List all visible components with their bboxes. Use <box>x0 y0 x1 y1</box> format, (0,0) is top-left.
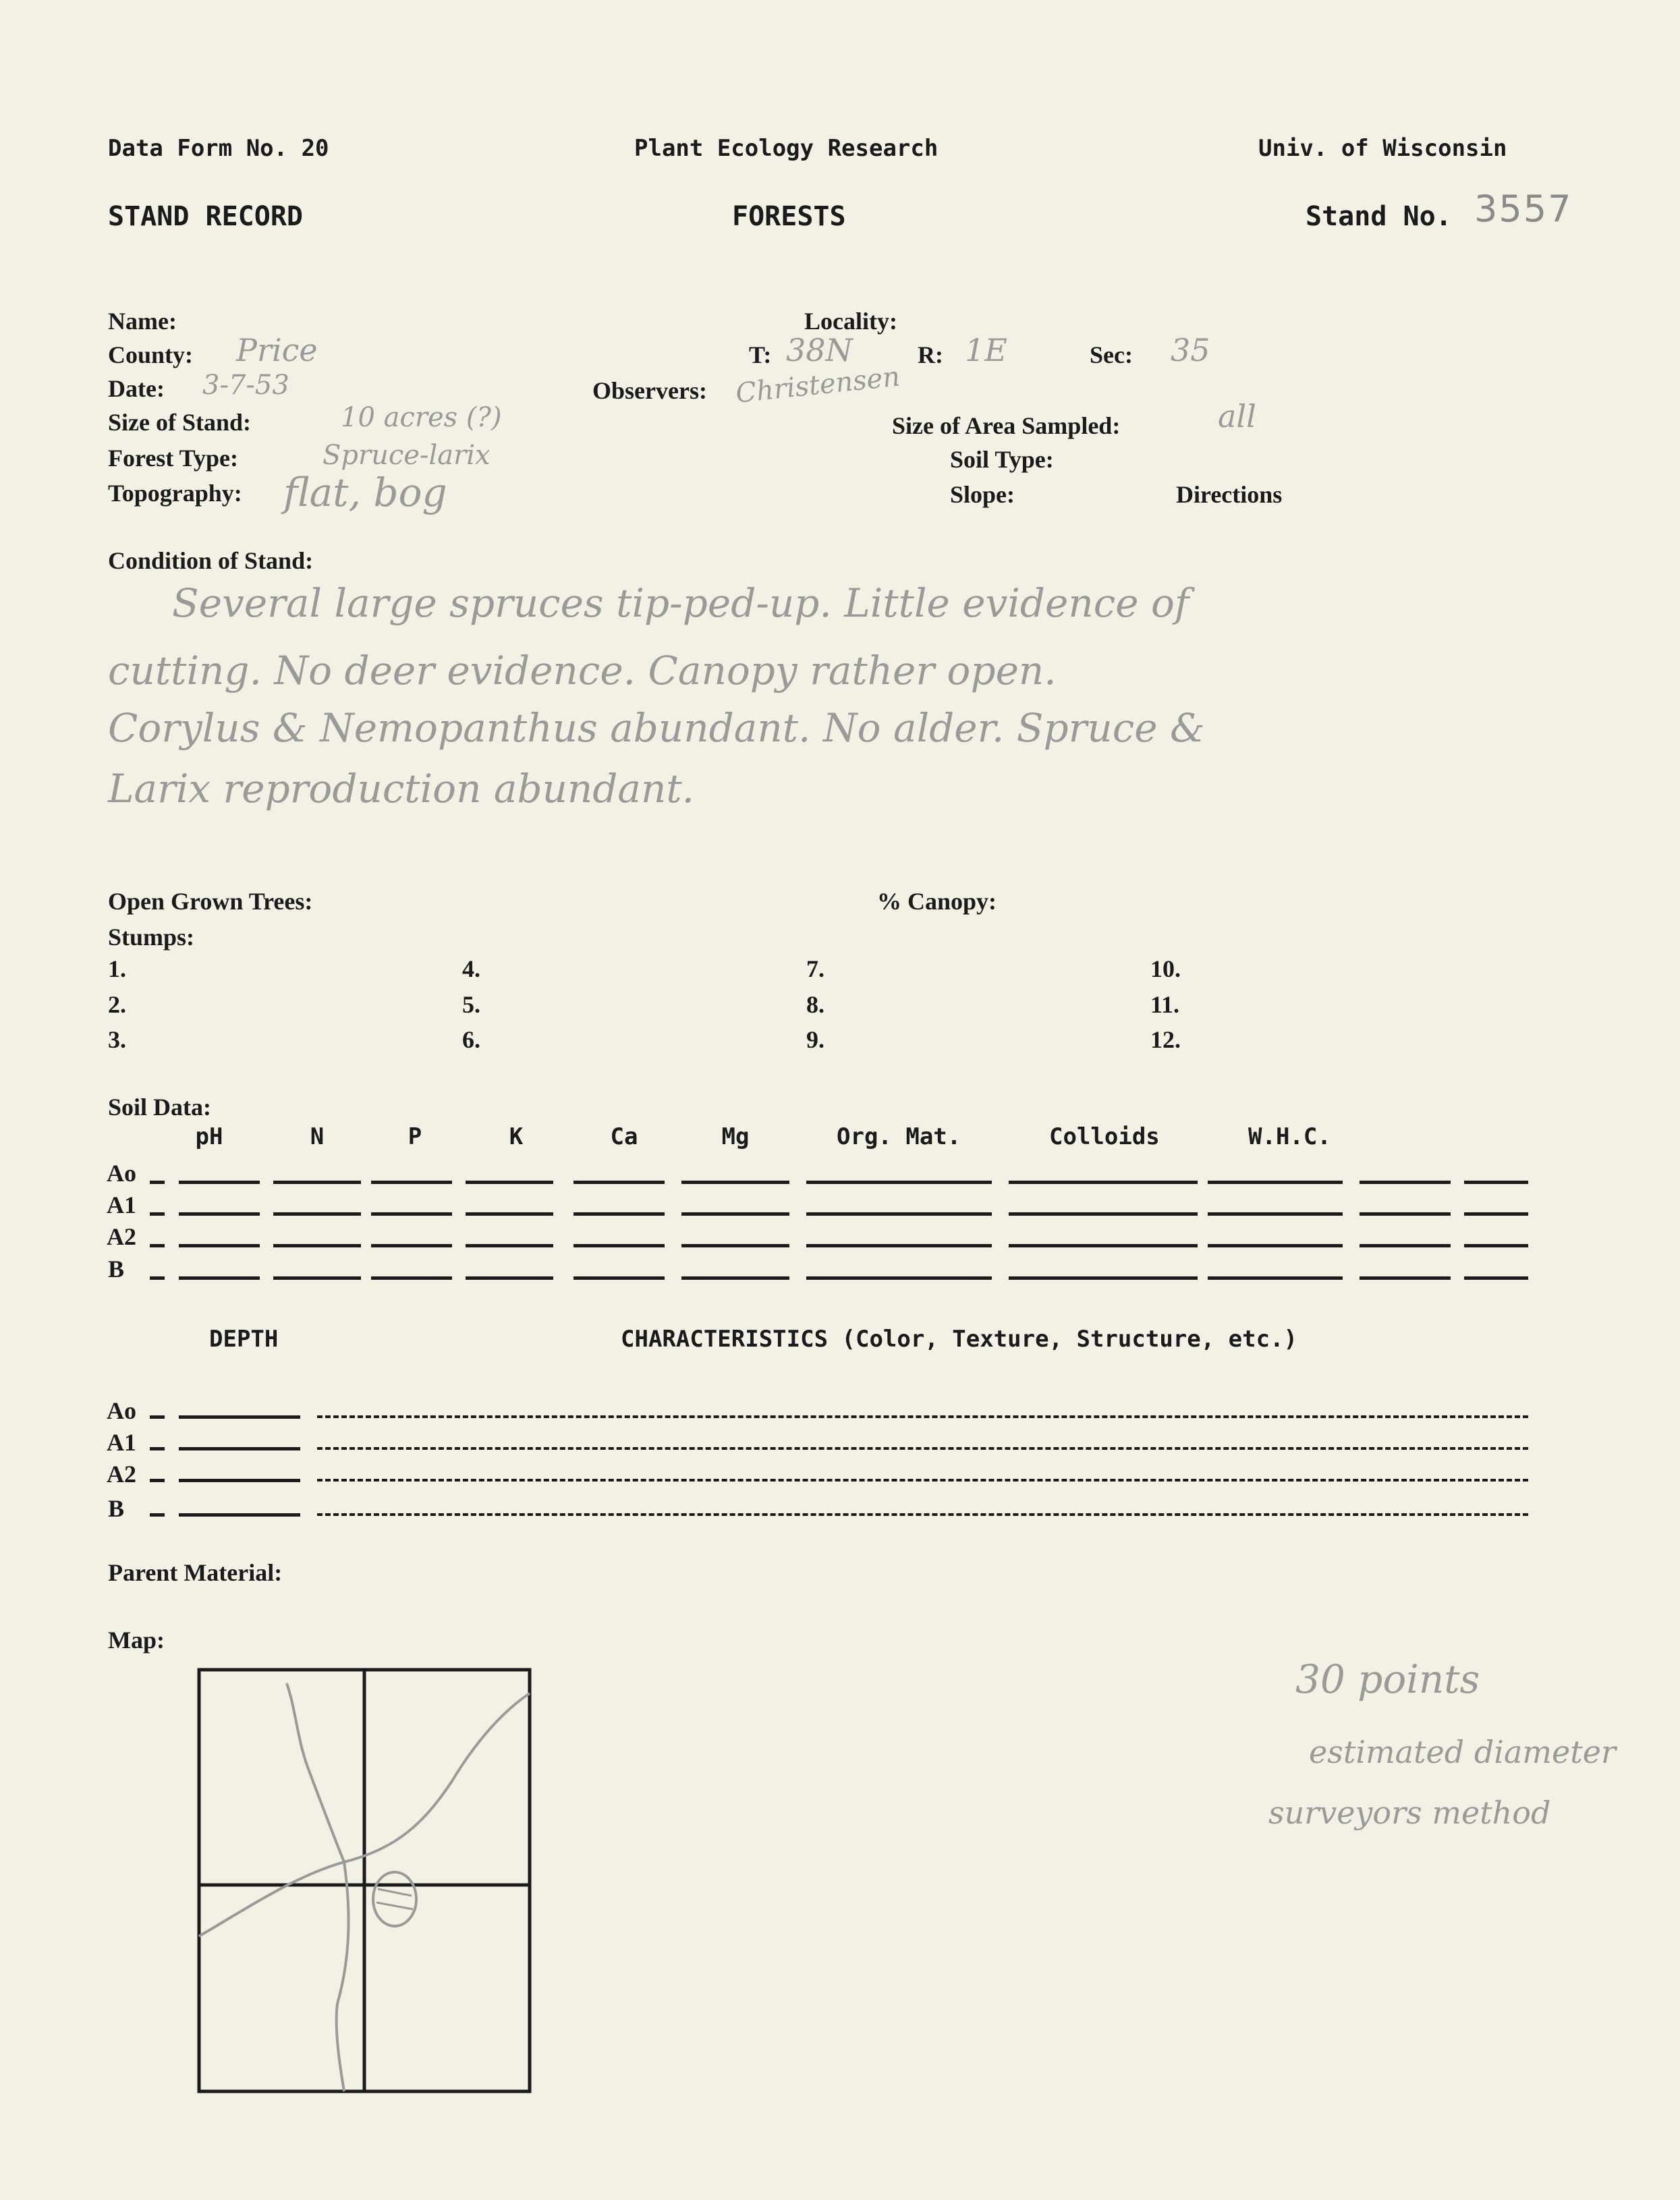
stump-number: 4. <box>462 955 480 982</box>
soil-value-blank <box>806 1181 992 1184</box>
soil-value-blank <box>179 1212 260 1216</box>
date-value: 3-7-53 <box>202 370 289 401</box>
stump-number: 9. <box>806 1026 824 1053</box>
soil-value-blank <box>1009 1181 1198 1184</box>
condition-label: Condition of Stand: <box>108 547 314 574</box>
soil-value-blank <box>573 1244 665 1247</box>
soil-row-lead-dash <box>150 1244 165 1247</box>
township-label: T: <box>749 341 772 368</box>
stump-number: 11. <box>1150 991 1180 1018</box>
soil-value-blank <box>681 1181 789 1184</box>
soil-col-k: K <box>509 1123 524 1150</box>
soil-value-blank <box>1464 1181 1528 1184</box>
depth-row-a1: A1 <box>107 1429 136 1456</box>
soil-value-blank <box>1009 1276 1198 1280</box>
open-grown-trees-label: Open Grown Trees: <box>108 888 313 915</box>
soil-value-blank <box>371 1276 452 1280</box>
stump-number: 5. <box>462 991 480 1018</box>
soil-row-ao: Ao <box>107 1160 136 1187</box>
map-bog-hatching <box>376 1889 413 1909</box>
characteristics-value-blank <box>317 1415 1528 1418</box>
section-value: 35 <box>1171 332 1210 368</box>
size-of-stand-label: Size of Stand: <box>108 409 252 436</box>
soil-data-label: Soil Data: <box>108 1094 211 1121</box>
soil-row-lead-dash <box>150 1276 165 1280</box>
forest-type-value: Spruce-larix <box>323 440 491 471</box>
map-label: Map: <box>108 1627 165 1654</box>
condition-line-1: Several large spruces tip-ped-up. Little evidence of <box>172 580 1189 626</box>
slope-label: Slope: <box>950 481 1015 508</box>
depth-value-blank <box>179 1479 300 1482</box>
map-bog-circle <box>373 1872 416 1926</box>
depth-value-blank <box>179 1513 300 1517</box>
soil-value-blank <box>1360 1212 1451 1216</box>
soil-value-blank <box>681 1212 789 1216</box>
condition-line-3: Corylus & Nemopanthus abundant. No alder. Spruce & <box>108 705 1205 751</box>
characteristics-value-blank <box>317 1479 1528 1482</box>
parent-material-label: Parent Material: <box>108 1559 283 1586</box>
soil-value-blank <box>466 1276 553 1280</box>
county-value: Price <box>236 332 318 368</box>
soil-value-blank <box>573 1181 665 1184</box>
soil-value-blank <box>1464 1244 1528 1247</box>
soil-value-blank <box>806 1276 992 1280</box>
soil-value-blank <box>1464 1212 1528 1216</box>
soil-value-blank <box>1208 1212 1343 1216</box>
depth-row-a2: A2 <box>107 1461 136 1488</box>
soil-value-blank <box>466 1212 553 1216</box>
soil-value-blank <box>371 1212 452 1216</box>
depth-row-lead-dash <box>150 1447 165 1450</box>
soil-value-blank <box>1464 1276 1528 1280</box>
soil-value-blank <box>466 1244 553 1247</box>
university: Univ. of Wisconsin <box>1258 135 1507 162</box>
map-road-line <box>287 1683 349 2091</box>
soil-value-blank <box>1009 1212 1198 1216</box>
soil-col-org-mat: Org. Mat. <box>837 1123 961 1150</box>
depth-value-blank <box>179 1415 300 1419</box>
stump-number: 1. <box>108 955 126 982</box>
soil-value-blank <box>179 1244 260 1247</box>
soil-value-blank <box>273 1212 361 1216</box>
soil-value-blank <box>1208 1244 1343 1247</box>
depth-label: DEPTH <box>209 1326 279 1353</box>
soil-value-blank <box>573 1212 665 1216</box>
soil-value-blank <box>273 1244 361 1247</box>
soil-value-blank <box>573 1276 665 1280</box>
depth-row-ao: Ao <box>107 1397 136 1424</box>
soil-row-a2: A2 <box>107 1223 136 1250</box>
characteristics-value-blank <box>317 1447 1528 1450</box>
soil-value-blank <box>806 1212 992 1216</box>
section-label: Sec: <box>1090 341 1133 368</box>
characteristics-value-blank <box>317 1513 1528 1516</box>
characteristics-label: CHARACTERISTICS (Color, Texture, Structure, etc.) <box>621 1326 1298 1353</box>
date-label: Date: <box>108 375 165 402</box>
topography-label: Topography: <box>108 480 242 507</box>
soil-value-blank <box>371 1244 452 1247</box>
name-label: Name: <box>108 308 177 335</box>
soil-type-label: Soil Type: <box>950 446 1054 473</box>
stumps-label: Stumps: <box>108 924 195 951</box>
soil-col-ca: Ca <box>610 1123 638 1150</box>
stump-number: 2. <box>108 991 126 1018</box>
soil-col-p: P <box>408 1123 422 1150</box>
soil-col-whc: W.H.C. <box>1248 1123 1331 1150</box>
stump-number: 7. <box>806 955 824 982</box>
soil-col-n: N <box>310 1123 325 1150</box>
soil-row-lead-dash <box>150 1181 165 1184</box>
category-title: FORESTS <box>732 201 846 232</box>
county-label: County: <box>108 341 194 368</box>
depth-row-lead-dash <box>150 1513 165 1517</box>
soil-col-colloids: Colloids <box>1049 1123 1160 1150</box>
soil-value-blank <box>1360 1244 1451 1247</box>
depth-value-blank <box>179 1447 300 1450</box>
soil-value-blank <box>681 1244 789 1247</box>
stump-number: 3. <box>108 1026 126 1053</box>
directions-label: Directions <box>1176 481 1283 508</box>
soil-value-blank <box>1360 1181 1451 1184</box>
stand-number-value: 3557 <box>1474 188 1573 230</box>
depth-row-lead-dash <box>150 1479 165 1482</box>
soil-value-blank <box>466 1181 553 1184</box>
soil-value-blank <box>371 1181 452 1184</box>
stand-map-sketch <box>196 1666 540 2105</box>
soil-value-blank <box>179 1276 260 1280</box>
topography-value: flat, bog <box>283 470 447 515</box>
note-diameter: estimated diameter <box>1309 1734 1616 1770</box>
soil-value-blank <box>1208 1276 1343 1280</box>
soil-col-mg: Mg <box>721 1123 750 1150</box>
condition-line-2: cutting. No deer evidence. Canopy rather open. <box>108 648 1057 694</box>
soil-col-ph: pH <box>195 1123 223 1150</box>
note-points: 30 points <box>1295 1656 1480 1702</box>
depth-row-b: B <box>108 1495 125 1522</box>
observers-label: Observers: <box>592 377 707 404</box>
range-value: 1E <box>965 332 1007 368</box>
canopy-label: % Canopy: <box>877 888 997 915</box>
stump-number: 10. <box>1150 955 1181 982</box>
form-number: Data Form No. 20 <box>108 135 329 162</box>
stump-number: 6. <box>462 1026 480 1053</box>
organization: Plant Ecology Research <box>634 135 939 162</box>
soil-row-lead-dash <box>150 1212 165 1216</box>
depth-row-lead-dash <box>150 1415 165 1419</box>
stump-number: 12. <box>1150 1026 1181 1053</box>
record-title: STAND RECORD <box>108 201 303 232</box>
soil-row-b: B <box>108 1256 125 1282</box>
soil-value-blank <box>681 1276 789 1280</box>
range-label: R: <box>918 341 943 368</box>
soil-value-blank <box>1360 1276 1451 1280</box>
size-of-area-value: all <box>1218 398 1256 434</box>
soil-value-blank <box>273 1181 361 1184</box>
size-of-area-label: Size of Area Sampled: <box>892 412 1121 439</box>
soil-value-blank <box>1009 1244 1198 1247</box>
soil-value-blank <box>1208 1181 1343 1184</box>
observers-value: Christensen <box>734 361 902 410</box>
soil-value-blank <box>806 1244 992 1247</box>
size-of-stand-value: 10 acres (?) <box>341 402 502 433</box>
township-value: 38N <box>786 332 853 368</box>
forest-type-label: Forest Type: <box>108 445 238 472</box>
stand-number-label: Stand No. <box>1306 201 1452 232</box>
soil-row-a1: A1 <box>107 1191 136 1218</box>
condition-line-4: Larix reproduction abundant. <box>108 766 695 812</box>
stump-number: 8. <box>806 991 824 1018</box>
soil-value-blank <box>273 1276 361 1280</box>
note-method: surveyors method <box>1268 1795 1551 1831</box>
locality-label: Locality: <box>804 308 897 335</box>
soil-value-blank <box>179 1181 260 1184</box>
